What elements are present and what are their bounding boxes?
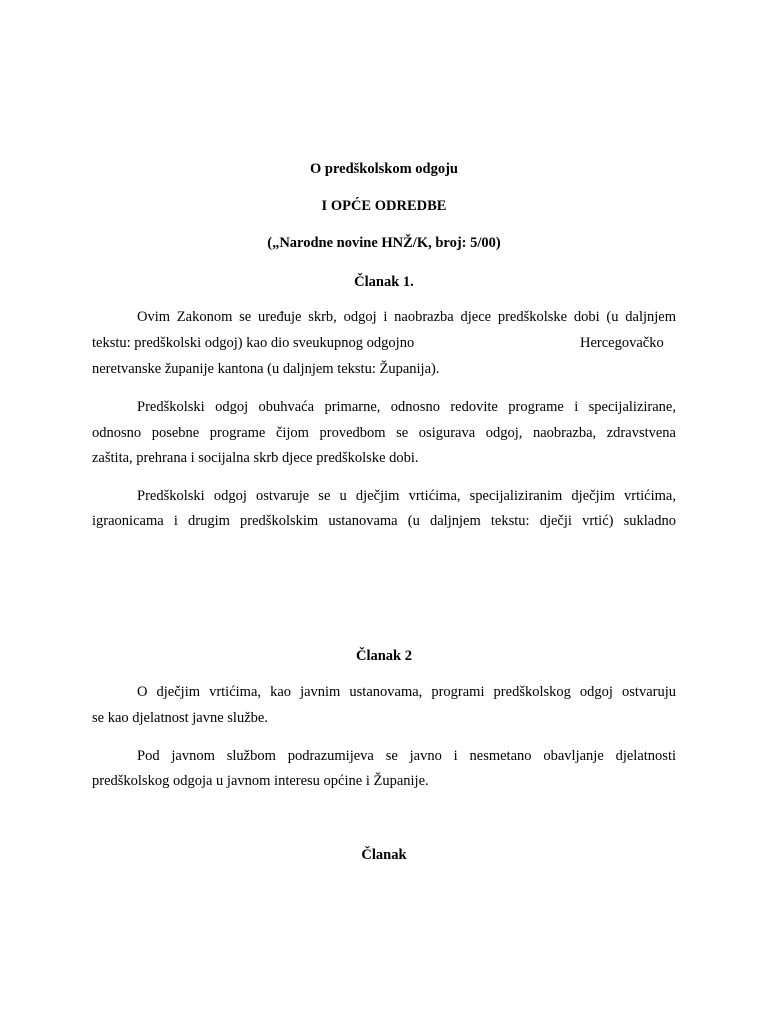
source-note: („Narodne novine HNŽ/K, broj: 5/00) xyxy=(267,235,501,251)
paragraph-line: zaštita, prehrana i socijalna skrb djece predškolske dobi. xyxy=(92,450,419,466)
paragraph-line: neretvanske županije kantona (u daljnjem tekstu: Županija). xyxy=(92,361,440,377)
paragraph-line: Pod javnom službom podrazumijeva se javno i nesmetano obavljanje djelatnosti xyxy=(137,748,676,764)
article-3-heading: Članak xyxy=(361,847,407,863)
section-heading: I OPĆE ODREDBE xyxy=(321,198,447,214)
paragraph-line: predškolskog odgoja u javnom interesu općine i Županije. xyxy=(92,773,429,789)
paragraph-line: tekstu: predškolski odgoj) kao dio sveukupnog odgojno xyxy=(92,335,415,351)
paragraph-line: igraonicama i drugim predškolskim ustanovama (u daljnjem tekstu: dječji vrtić) sukladno xyxy=(92,513,676,529)
document-title: O predškolskom odgoju xyxy=(310,161,458,177)
paragraph-line: O dječjim vrtićima, kao javnim ustanovama, programi predškolskog odgoj ostvaruju xyxy=(137,684,676,700)
paragraph-line: Predškolski odgoj obuhvaća primarne, odnosno redovite programe i specijalizirane, xyxy=(137,399,676,415)
paragraph-line: Predškolski odgoj ostvaruje se u dječjim vrtićima, specijaliziranim dječjim vrtićima, xyxy=(137,488,676,504)
article-2-heading: Članak 2 xyxy=(355,648,412,664)
paragraph-line: se kao djelatnost javne službe. xyxy=(92,710,268,726)
article-1-heading: Članak 1. xyxy=(354,274,414,290)
paragraph-line: odnosno posebne programe čijom provedbom se osigurava odgoj, naobrazba, zdravstvena xyxy=(92,425,676,441)
paragraph-line: Ovim Zakonom se uređuje skrb, odgoj i naobrazba djece predškolske dobi (u daljnjem xyxy=(137,309,676,325)
paragraph-line: Hercegovačko xyxy=(580,335,664,351)
